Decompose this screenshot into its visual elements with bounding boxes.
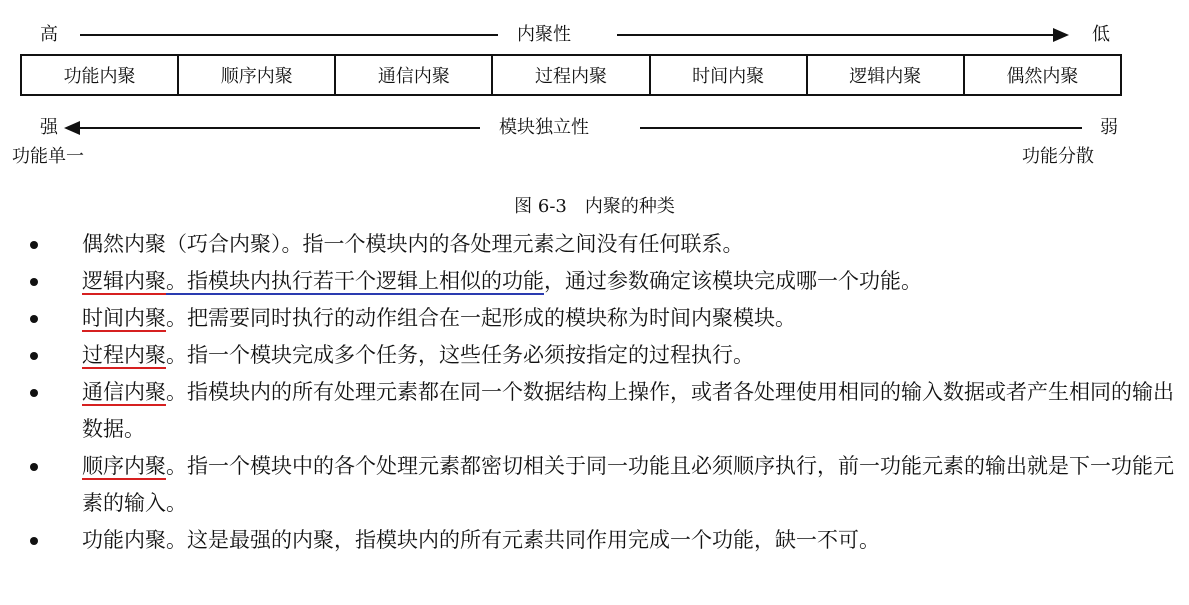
description: 。指模块内的所有处理元素都在同一个数据结构上操作，或者各处理使用相同的输入数据或者产生相同的输出数据。: [82, 380, 1174, 441]
term: 时间内聚: [82, 306, 166, 330]
top-line-right: [617, 34, 1053, 36]
independence-label: 模块独立性: [499, 117, 589, 138]
type-cell: 偶然内聚: [1006, 66, 1079, 87]
description: 。这是最强的内聚，指模块内的所有元素共同作用完成一个功能，缺一不可。: [166, 528, 880, 552]
single-function-note: 功能单一: [12, 146, 84, 167]
type-cell: 功能内聚: [22, 56, 179, 94]
type-cell: 通信内聚: [336, 56, 493, 94]
cohesion-types-row: [20, 54, 1122, 96]
cohesion-bullet-list: [28, 226, 1178, 559]
highlighted-text: 。指模块内执行若干个逻辑上相似的功能: [166, 269, 544, 293]
strong-label: 强: [40, 117, 58, 138]
list-item: [28, 226, 1178, 263]
list-item: [28, 374, 1178, 448]
term: 偶然内聚: [82, 232, 166, 256]
list-item: [28, 300, 1178, 337]
bullet-icon: [30, 315, 38, 323]
cohesion-label: 内聚性: [517, 24, 571, 45]
scattered-function-note: 功能分散: [1022, 146, 1094, 167]
weak-label: 弱: [1100, 117, 1118, 138]
term: 过程内聚: [82, 343, 166, 367]
bullet-icon: [30, 352, 38, 360]
list-item: [28, 337, 1178, 374]
term: 顺序内聚: [82, 454, 166, 478]
bullet-icon: [30, 463, 38, 471]
term: 功能内聚: [82, 528, 166, 552]
figure-caption: 图 6-3 内聚的种类: [514, 196, 675, 217]
type-cell: 逻辑内聚: [808, 56, 965, 94]
bullet-icon: [30, 537, 38, 545]
description: ，通过参数确定该模块完成哪一个功能。: [544, 269, 922, 293]
term: 逻辑内聚: [82, 269, 166, 293]
term: 通信内聚: [82, 380, 166, 404]
description: 。指一个模块完成多个任务，这些任务必须按指定的过程执行。: [166, 343, 754, 367]
description: 。指一个模块中的各个处理元素都密切相关于同一功能且必须顺序执行，前一功能元素的输出就是下一功能元素的输入。: [82, 454, 1174, 515]
low-label: 低: [1092, 24, 1110, 45]
bottom-line-right: [640, 127, 1082, 129]
bottom-line-left: [80, 127, 480, 129]
type-cell: 时间内聚: [651, 56, 808, 94]
type-cell: 顺序内聚: [179, 56, 336, 94]
top-line-left: [80, 34, 498, 36]
list-item: [28, 263, 1178, 300]
bullet-icon: [30, 278, 38, 286]
bullet-icon: [30, 389, 38, 397]
left-arrow-icon: [64, 121, 80, 135]
high-label: 高: [40, 24, 58, 45]
bullet-icon: [30, 241, 38, 249]
list-item: [28, 522, 1178, 559]
right-arrow-icon: [1053, 28, 1069, 42]
description: （巧合内聚）。指一个模块内的各处理元素之间没有任何联系。: [166, 232, 744, 256]
type-cell: 过程内聚: [493, 56, 650, 94]
description: 。把需要同时执行的动作组合在一起形成的模块称为时间内聚模块。: [166, 306, 796, 330]
list-item: [28, 448, 1178, 522]
